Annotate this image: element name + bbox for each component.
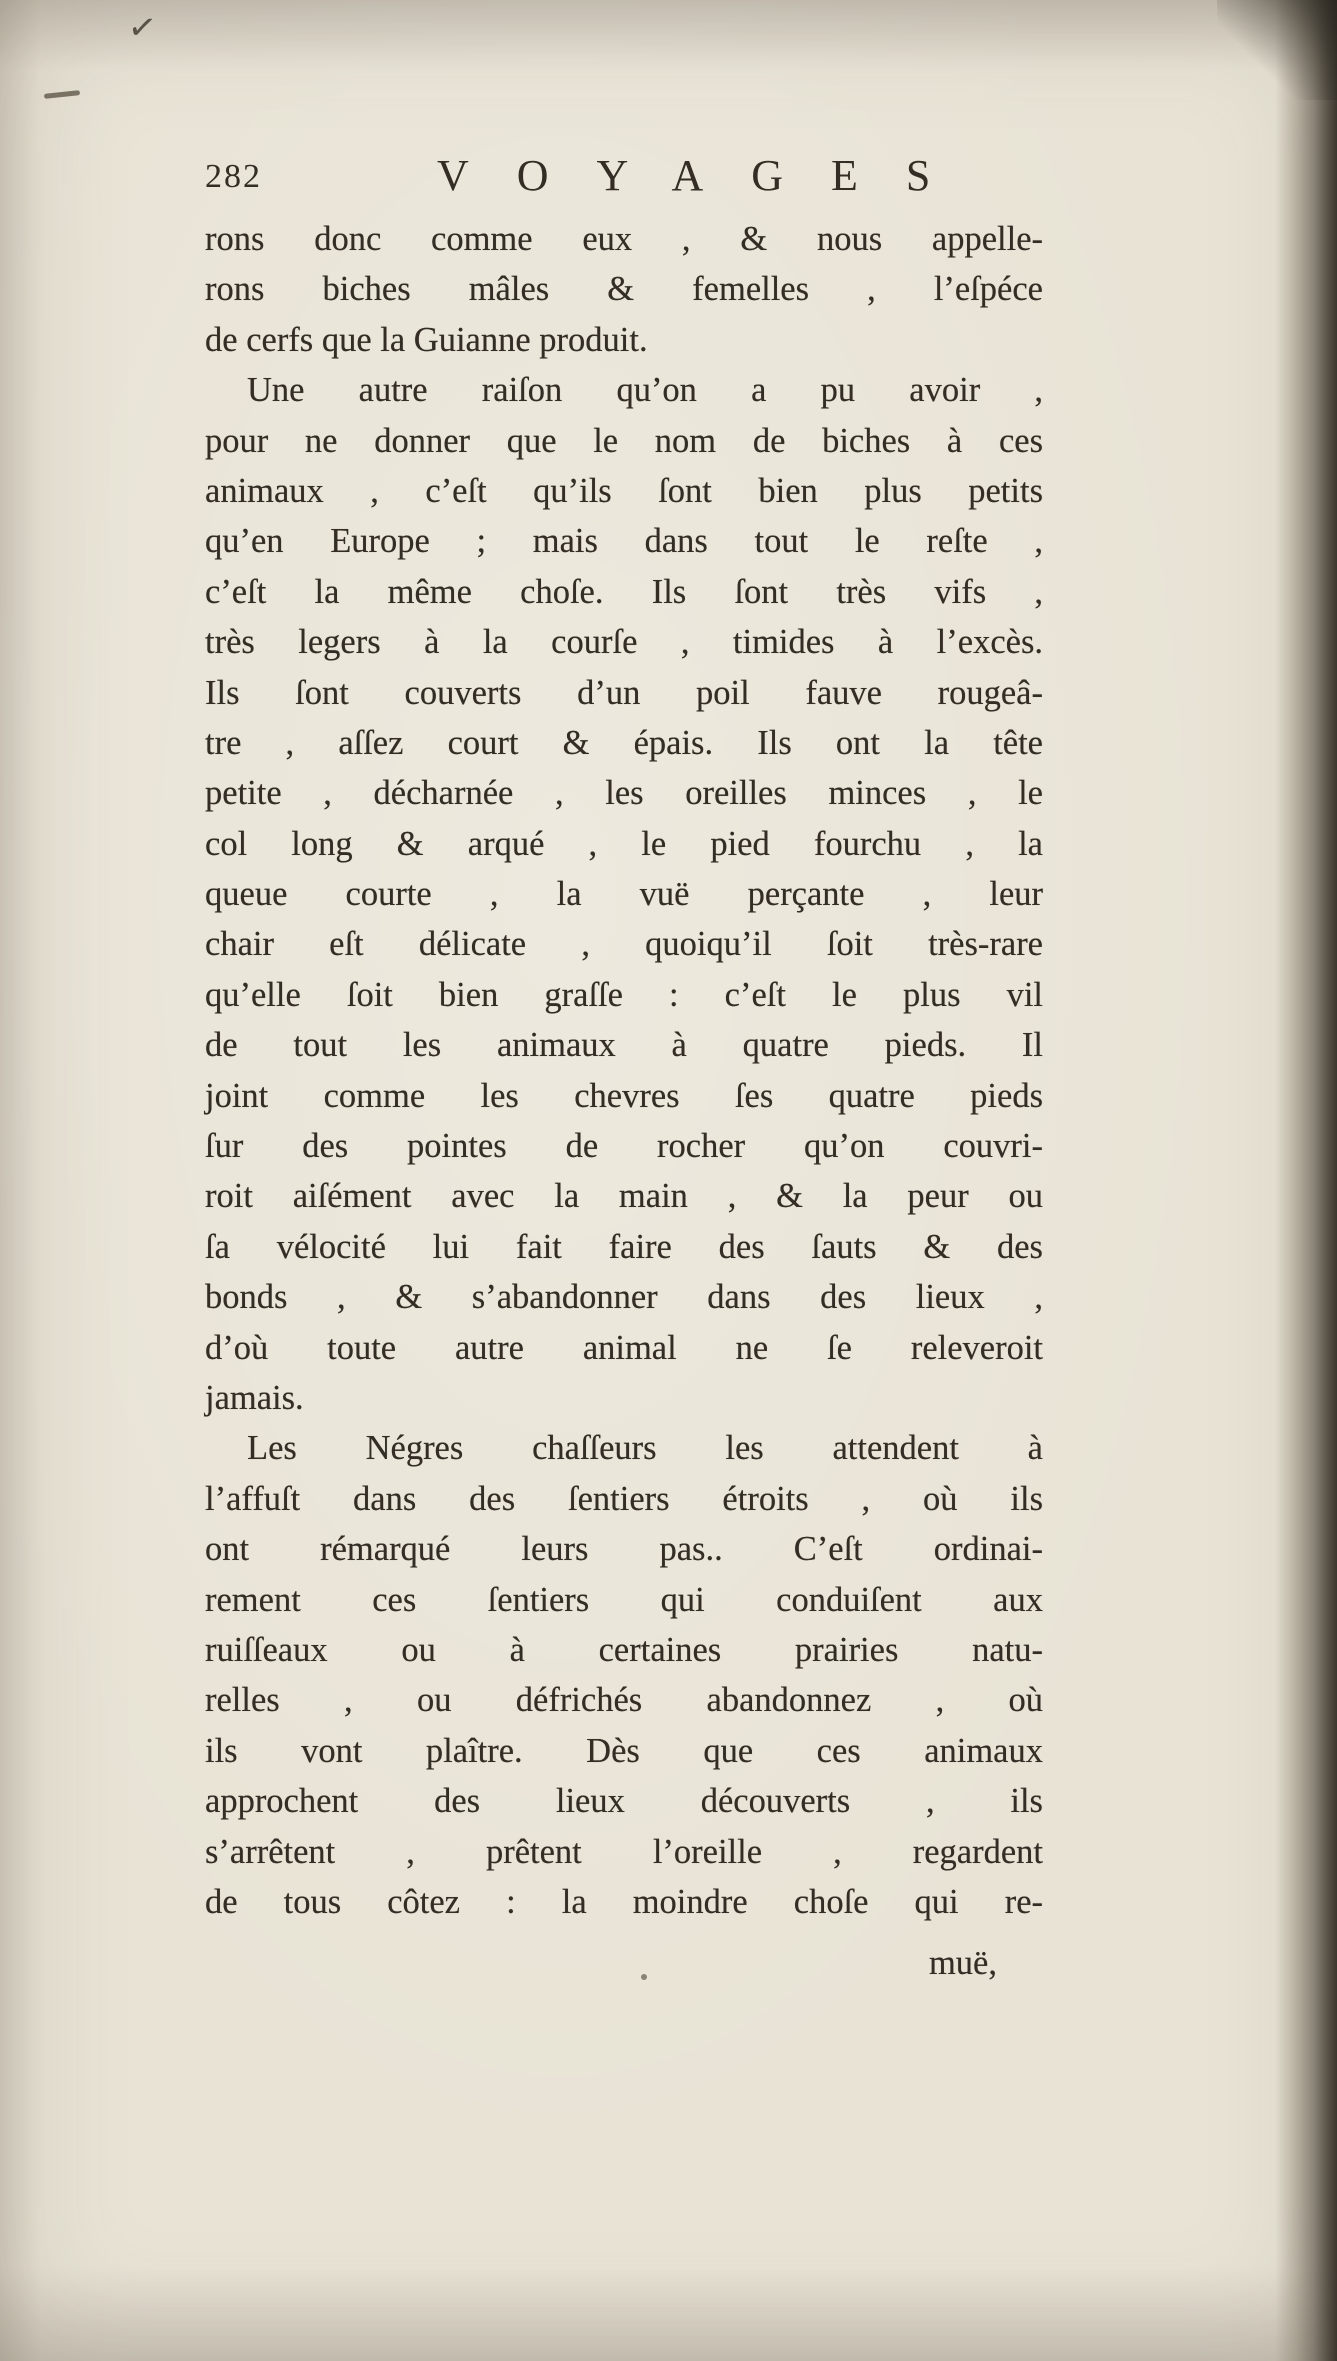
paragraph <box>205 214 1043 365</box>
text-line: Une autre raiſon qu’on a pu avoir , <box>247 371 1043 410</box>
text-line: c’eſt la même choſe. Ils ſont très vifs , <box>205 572 1043 611</box>
text-line: s’arrêtent , prêtent l’oreille , regardent <box>205 1832 1043 1871</box>
text-line: rons biches mâles & femelles , l’eſpéce <box>205 270 1043 309</box>
ink-speck <box>641 1974 647 1980</box>
paragraph <box>205 365 1043 1423</box>
text-line: de tous côtez : la moindre choſe qui re- <box>205 1882 1043 1921</box>
text-line: Les Négres chaſſeurs les attendent à <box>247 1429 1043 1468</box>
paragraph <box>205 1423 1043 1927</box>
page-edge-shadow <box>1275 0 1337 2361</box>
text-line: ont rémarqué leurs pas.. C’eſt ordinai- <box>205 1530 1043 1569</box>
text-line: approchent des lieux découverts , ils <box>205 1782 1043 1821</box>
text-line: petite , décharnée , les oreilles minces , le <box>205 774 1043 813</box>
text-line: très legers à la courſe , timides à l’excès. <box>205 623 1043 662</box>
text-line: queue courte , la vuë perçante , leur <box>205 875 1043 914</box>
text-line: ſa vélocité lui fait faire des ſauts & des <box>205 1227 1043 1266</box>
text-line: d’où toute autre animal ne ſe releveroit <box>205 1328 1043 1367</box>
text-line: rons donc comme eux , & nous appelle- <box>205 220 1043 258</box>
running-title: VOYAGES <box>437 151 979 200</box>
page-corner-shadow <box>1217 0 1337 100</box>
text-line: de tout les animaux à quatre pieds. Il <box>205 1026 1043 1065</box>
text-line: animaux , c’eſt qu’ils ſont bien plus petits <box>205 471 1043 510</box>
text-line: chair eſt délicate , quoiqu’il ſoit très-rare <box>205 925 1043 964</box>
text-line: qu’elle ſoit bien graſſe : c’eſt le plus vil <box>205 975 1043 1014</box>
text-line: bonds , & s’abandonner dans des lieux , <box>205 1278 1043 1317</box>
page-number: 282 <box>205 158 262 195</box>
page-header <box>205 150 1043 208</box>
text-line: roit aiſément avec la main , & la peur ou <box>205 1177 1043 1216</box>
text-line: joint comme les chevres ſes quatre pieds <box>205 1076 1043 1115</box>
text-line: qu’en Europe ; mais dans tout le reſte , <box>205 522 1043 561</box>
text-line: jamais. <box>205 1378 304 1417</box>
text-line: Ils ſont couverts d’un poil fauve rougeâ- <box>205 673 1043 712</box>
body-text <box>205 214 1043 1927</box>
text-line: pour ne donner que le nom de biches à ces <box>205 421 1043 460</box>
text-line: tre , aſſez court & épais. Ils ont la tête <box>205 723 1043 762</box>
ink-smudge-check: ✓ <box>125 8 159 49</box>
text-line: ſur des pointes de rocher qu’on couvri- <box>205 1127 1043 1166</box>
text-line: ils vont plaître. Dès que ces animaux <box>205 1731 1043 1770</box>
text-line: ruiſſeaux ou à certaines prairies natu- <box>205 1630 1043 1669</box>
text-line: l’affuſt dans des ſentiers étroits , où ils <box>205 1479 1043 1518</box>
text-line: rement ces ſentiers qui conduiſent aux <box>205 1580 1043 1619</box>
text-line: col long & arqué , le pied fourchu , la <box>205 824 1043 863</box>
ink-smudge-dash <box>44 90 80 99</box>
catchword: muë, <box>928 1944 997 1982</box>
text-line: relles , ou défrichés abandonnez , où <box>205 1681 1043 1720</box>
text-line: de cerfs que la Guianne produit. <box>205 320 648 359</box>
